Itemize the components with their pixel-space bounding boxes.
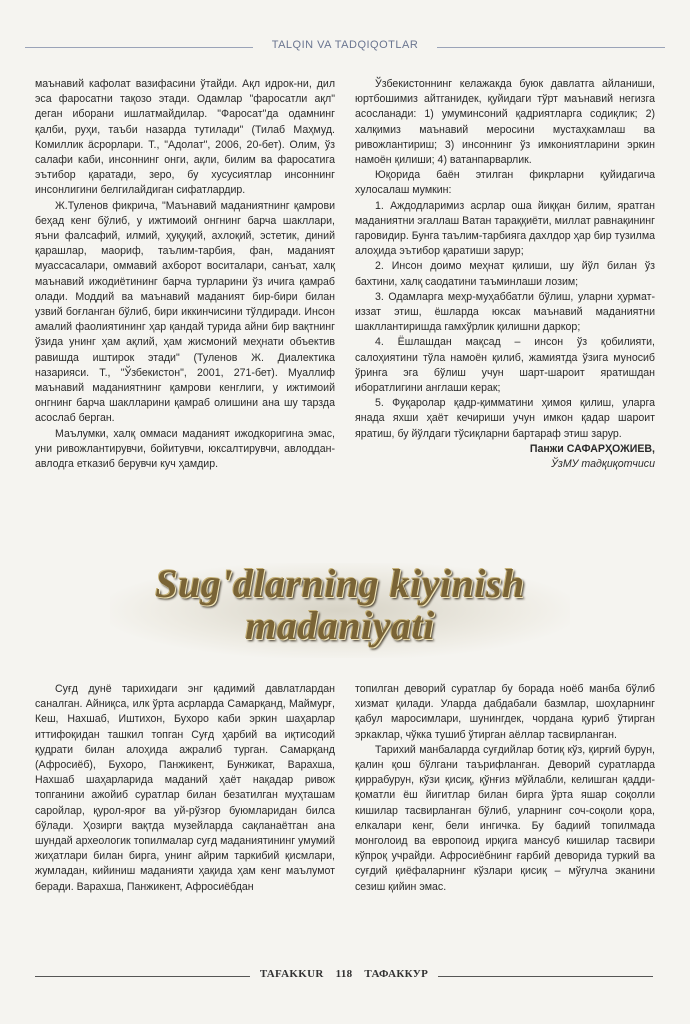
- list-item: 3. Одамларга меҳр-муҳаббатли бўлиш, уларни ҳурмат-иззат этиш, ёшларда юксак маънавий маданиятни шакллантиришда гамхўрлик қилишни даркор;: [355, 290, 655, 334]
- paragraph: Суғд дунё тарихидаги энг қадимий давлатлардан саналган. Айниқса, илк ўрта асрларда Самарқанд, Маймурғ, Кеш, Нахшаб, Иштихон, Бухоро каби эркин шаҳарлар иттифоқидан ташкил топган Суғд ҳарбий ва иқтисодий қудрати билан алоҳида ажралиб турган. Самарқанд (Афросиёб), Бухоро, Панжикент, Бунжикат, Варахша, Нахшаб шаҳарларида маданий ҳаёт нақадар ривож топганини ажойиб суратлар билан безатилган муҳташам саройлар, қурол-яроғ ва уй-рўзғор буюмларидан билса бўлади. Ҳозирги вақтда музейларда сақланаётган ана шундай археологик топилмалар суғд маданиятининг умумий жиҳатлари билан бирга, унинг айрим таркибий қисмлари, жумладан, кийиниш маданияти ҳақида ҳам кенг маълумот беради. Варахша, Панжикент, Афросиёбдан: [35, 683, 335, 893]
- paragraph: Тарихий манбаларда суғдийлар ботиқ кўз, қирғий бурун, қалин қош бўлгани таърифланган. Деворий суратларда қиррабурун, кўзи қисиқ, қўнғиз мўйлабли, келишган қадди-қоматли ёш йигитлар билан бирга ўрта яшар соқолли кишилар тасвирланган бўлиб, уларнинг соч-соқоли қора, елкалари кенг, бели ингичка. Бу бадиий топилмада монголоид ва европоид ирқига мансуб кишилар тасвири кўпроқ учрайди. Афросиёбнинг ғарбий деворида туркий ва суғдий қиёфаларнинг кўзлари қисиқ – мўғулча эканини сезиш қийин эмас.: [355, 743, 655, 893]
- upper-right-column: [355, 77, 655, 472]
- author-signature: [355, 442, 655, 472]
- author-name: Панжи САФАРҲОЖИЕВ,: [529, 442, 655, 455]
- footer-rule-left: [35, 976, 250, 977]
- footer-rule-right: [438, 976, 653, 977]
- page-footer: [0, 968, 690, 986]
- article-title-line-2: madaniyati: [245, 603, 435, 648]
- list-item: 2. Инсон доимо меҳнат қилиши, шу йўл билан ўз бахтини, халқ саодатини таъминлаши лозим;: [355, 260, 655, 288]
- header-rule-right: [437, 47, 665, 48]
- running-header: [0, 38, 690, 58]
- page-number: 118: [335, 968, 353, 980]
- article-title-banner: [110, 563, 570, 658]
- upper-left-column: [35, 77, 335, 472]
- article-title-line-1: Sug'dlarning kiyinish: [155, 561, 525, 606]
- paragraph: Ж.Туленов фикрича, "Маънавий маданиятнинг қамрови беҳад кенг бўлиб, у ижтимоий онгнинг барча шакллари, яъни фалсафий, илмий, ҳуқуқий, ахлоқий, эстетик, диний қарашлар, маориф, таълим-тарбия, фан, маданият муассасалари, оммавий ахборот воситалари, санъат, халқ маънавий ижодиётининг барча турларини ўз ичига қамраб олади. Моддий ва маънавий маданият бир-бири билан узвий боғланган бўлиб, бири иккинчисини тўлдиради. Инсон амалий фаолиятининг ҳар қандай турида айни бир вақтнинг ўзида унинг ҳам ақлий, ҳам жисмоний меҳнати объектив равишда иштирок этади" (Туленов Ж. Диалектика назарияси. Т., "Ўзбекистон", 2001, 271-бет). Муаллиф маънавий маданиятнинг қамрови кенглиги, у ижтимоий онгнинг барча шаклларини қамраб олишини ана шу тарзда асослаб берган.: [35, 199, 335, 425]
- paragraph: маънавий кафолат вазифасини ўтайди. Ақл идрок-ни, дил эса фаросатни тақозо этади. Одамлар "фаросатли ақл" деган иборани ишлатмайдилар. "Фаросат"да одамнинг қалби, руҳи, таъби назарда тутилади" (Тилаб Маҳмуд. Комиллик ӓсрорлари. Т., "Адолат", 2006, 20-бет). Олим, ўз салафи каби, инсоннинг онги, ақли, билим ва фаросатига эътибор қаратади, зеро, бу хусусиятлар инсоннинг инсонлигини белгилайдиган сифатлардир.: [35, 78, 335, 197]
- lower-left-column: [35, 682, 335, 895]
- header-rule-left: [25, 47, 253, 48]
- paragraph: Юқорида баён этилган фикрларни қуйидагича хулосалаш мумкин:: [355, 169, 655, 197]
- paragraph: Ўзбекистоннинг келажакда буюк давлатга айланиши, юртбошимиз айтганидек, қуйидаги тўрт маънавий негизга асосланади: 1) умуминсоний қадриятларга содиқлик; 2) халқимиз маънавий меросини мустаҳкамлаш ва ривожлантириш; 3) инсоннинг ўз имкониятларини эркин намоён қилиши; 4) ватанпарварлик.: [355, 78, 655, 167]
- footer-magazine-cyrillic: ТАФАККУР: [364, 968, 429, 980]
- footer-magazine-latin: TAFAKKUR: [259, 968, 324, 980]
- author-role: ЎзМУ тадқиқотчиси: [551, 458, 655, 471]
- list-item: 5. Фуқаролар қадр-қимматини ҳимоя қилиш, уларга янада яхши ҳаёт кечириши учун имкон қадар шароит яратиш, бу йўлдаги тўсиқларни бартараф этиш зарур.: [355, 397, 655, 440]
- list-item: 1. Аждодларимиз асрлар оша йиққан билим, яратган маданиятни эгаллаш Ватан тараққиёти, миллат равнақининг гаровидир. Бунга таълим-тарбияга дахлдор ҳар бир тузилма алоҳида эътибор қаратиши зарур;: [355, 199, 655, 258]
- list-item: 4. Ёшлашдан мақсад – инсон ўз қобилияти, салоҳиятини тўла намоён қилиб, жамиятда ўзига муносиб ўринга эга бўлиш учун шарт-шароит яратишдан иборатлигини англаши керак;: [355, 336, 655, 395]
- lower-right-column: [355, 682, 655, 895]
- paragraph: Маълумки, халқ оммаси маданият ижодкоригина эмас, уни ривожлантирувчи, бойитувчи, юксалтирувчи, авлоддан-авлодга етказиб берувчи куч ҳамдир.: [35, 427, 335, 471]
- paragraph: топилган деворий суратлар бу борада ноёб манба бўлиб хизмат қилади. Уларда дабдабали базмлар, шоҳларнинг қабул маросимлари, шунингдек, чордана қуриб ўтирган эркаклар, чўкка тушиб ўтирган аёллар тасвирланган.: [355, 683, 655, 741]
- running-header-title: TALQIN VA TADQIQOTLAR: [271, 39, 419, 51]
- footer-text: [250, 968, 438, 980]
